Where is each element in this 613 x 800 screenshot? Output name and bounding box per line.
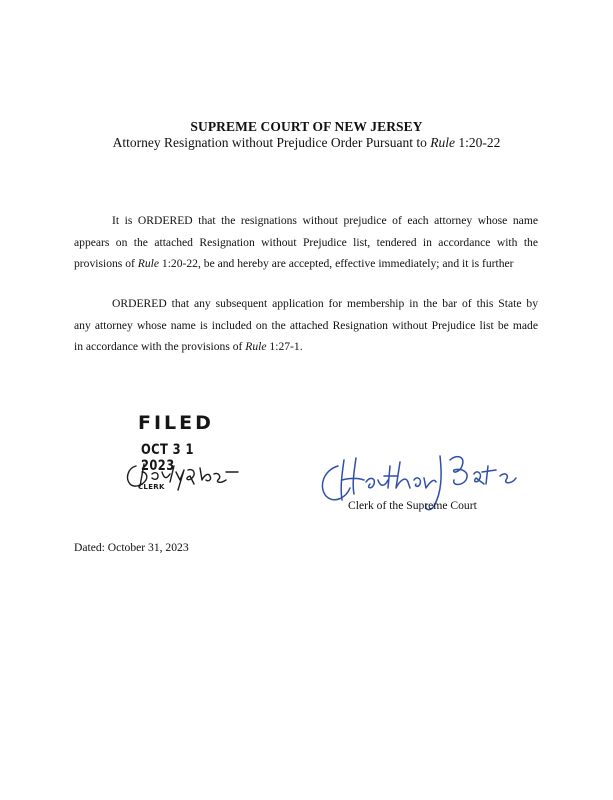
paragraph-line: appears on the attached Resignation without Prejudice list, tendered in accordance with the xyxy=(74,235,538,249)
stamp-date: OCT 3 1 2023 xyxy=(141,442,194,474)
paragraph-line: any attorney whose name is included on the attached Resignation without Prejudice list be made xyxy=(74,318,538,332)
subtitle-number: 1:20-22 xyxy=(454,135,501,150)
stamp-filed-label: FILED xyxy=(138,412,214,434)
dated-line: Dated: October 31, 2023 xyxy=(74,541,189,554)
clerk-title: Clerk of the Supreme Court xyxy=(348,499,477,512)
line-text: 1:20-22, be and hereby are accepted, effective immediately; and it is further xyxy=(159,257,514,270)
line-text: 1:27-1. xyxy=(266,340,303,353)
stamp-clerk-tag: CLERK xyxy=(138,483,165,491)
paragraph-line xyxy=(74,253,538,275)
line-text: provisions of xyxy=(74,257,138,270)
subtitle-rule: Rule xyxy=(430,135,455,150)
rule-word: Rule xyxy=(137,257,160,270)
paragraph-line xyxy=(74,336,538,358)
court-title: SUPREME COURT OF NEW JERSEY xyxy=(190,119,423,134)
order-paragraph-2 xyxy=(74,293,538,358)
order-subtitle xyxy=(0,135,613,151)
paragraph-line: ORDERED that any subsequent application for membership in the bar of this State by xyxy=(112,297,538,310)
subtitle-prefix: Attorney Resignation without Prejudice Order Pursuant to xyxy=(112,135,431,150)
line-text: in accordance with the provisions of xyxy=(74,340,246,353)
order-paragraph-1 xyxy=(74,210,538,275)
paragraph-line: It is ORDERED that the resignations without prejudice of each attorney whose name xyxy=(112,214,538,227)
rule-word: Rule xyxy=(245,340,267,353)
